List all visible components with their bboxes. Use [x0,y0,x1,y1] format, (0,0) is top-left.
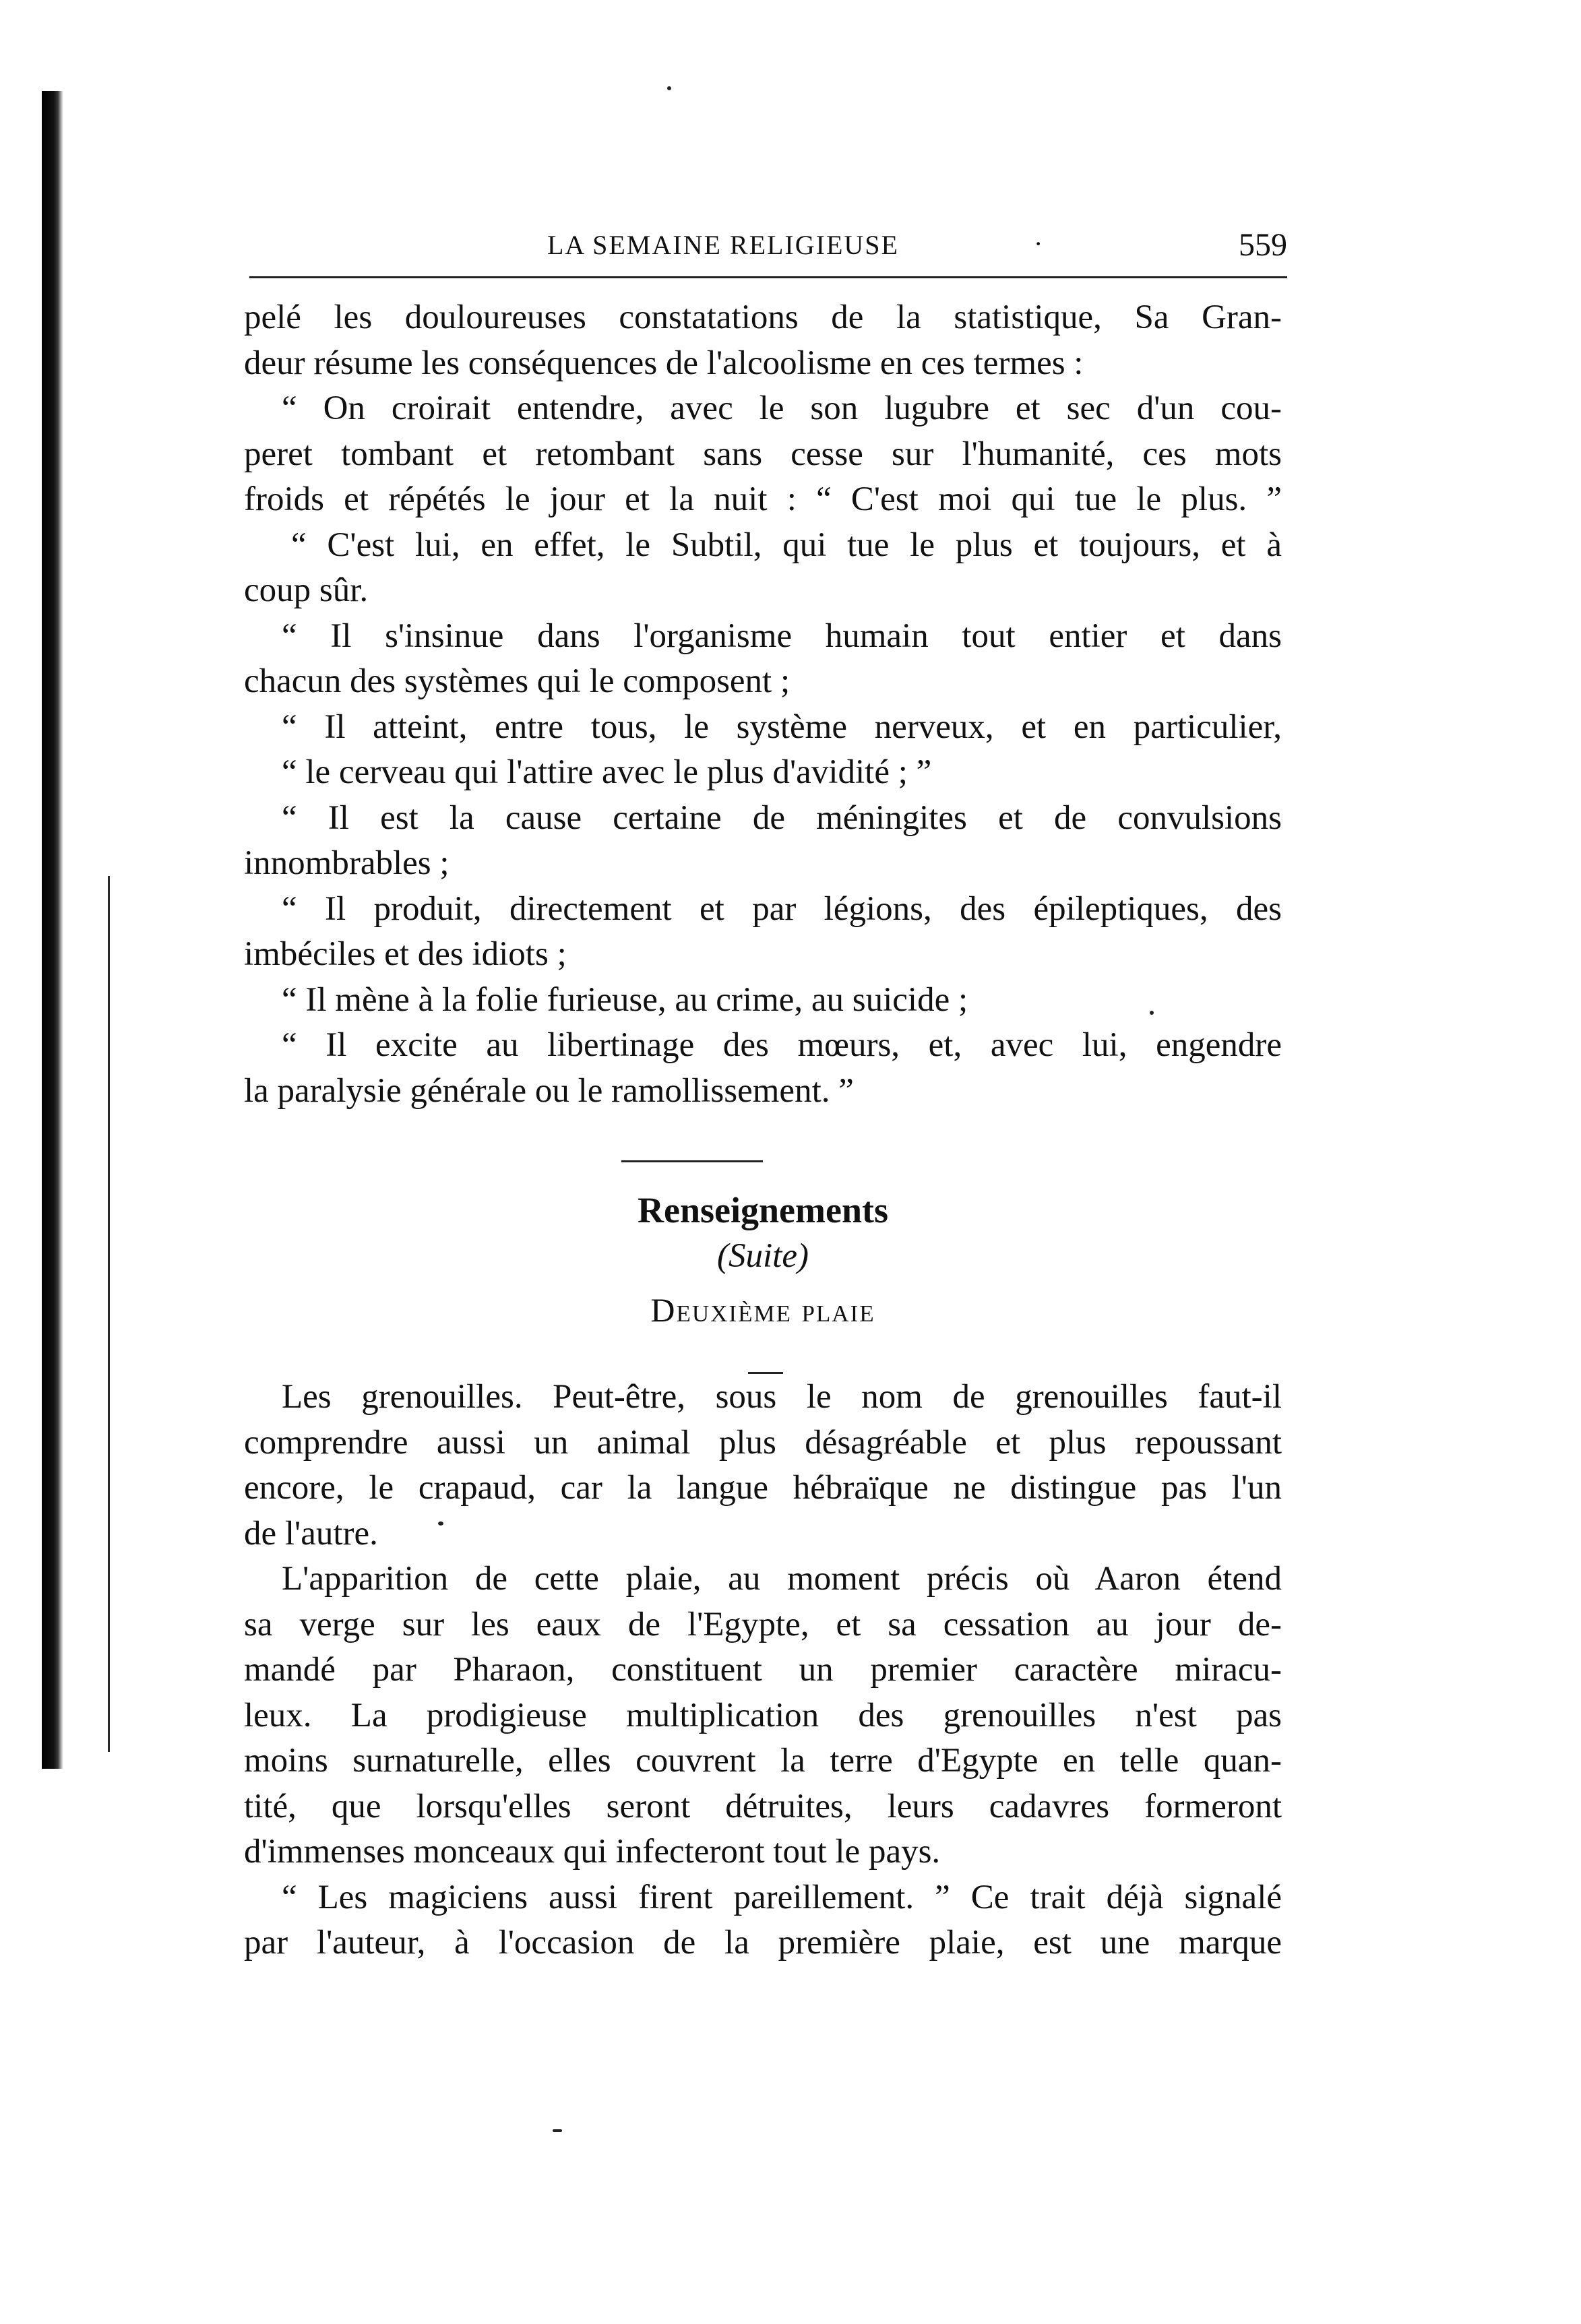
text-line: “ C'est lui, en effet, le Subtil, qui tue le plus et toujours, et à [291,526,1282,564]
scan-speck [553,2129,562,2132]
section-part-heading: Deuxième plaie [650,1291,875,1329]
text-line: innombrables ; [244,844,450,882]
header-dot: · [1034,228,1043,259]
page-binding-shadow [42,91,63,1769]
commentary-block [244,1375,1282,1966]
text-line: deur résume les conséquences de l'alcoolisme en ces termes : [244,344,1084,382]
text-line: leux. La prodigieuse multiplication des grenouilles n'est pas [244,1696,1282,1734]
text-line: mandé par Pharaon, constituent un premier caractère miracu- [244,1651,1282,1689]
text-line: coup sûr. [244,571,369,609]
text-line: pelé les douloureuses constatations de la statistique, Sa Gran- [244,299,1282,336]
quotation-block [244,295,1282,1114]
text-line: de l'autre. [244,1514,378,1552]
text-line: “ Il mène à la folie furieuse, au crime, au suicide ; [282,980,968,1019]
text-line: d'immenses monceaux qui infecteront tout le pays. [244,1833,941,1871]
text-line: L'apparition de cette plaie, au moment précis où Aaron étend [282,1560,1282,1598]
section-title: Renseignements [638,1190,888,1230]
text-line: “ On croirait entendre, avec le son lugubre et sec d'un cou- [282,389,1282,427]
section-subtitle: (Suite) [717,1237,809,1275]
text-line: “ Il est la cause certaine de méningites et de convulsions [282,798,1282,837]
running-header [249,222,1287,270]
text-line: tité, que lorsqu'elles seront détruites, leurs cadavres formeront [244,1787,1282,1825]
text-line: comprendre aussi un animal plus désagréable et plus repoussant [244,1423,1282,1462]
text-line: Les grenouilles. Peut-être, sous le nom de grenouilles faut-il [282,1378,1282,1416]
text-line: par l'auteur, à l'occasion de la première plaie, est une marque [244,1924,1282,1961]
header-rule [249,276,1287,278]
text-line: “ le cerveau qui l'attire avec le plus d'avidité ; ” [282,753,932,791]
text-line: sa verge sur les eaux de l'Egypte, et sa cessation au jour de- [244,1605,1282,1643]
text-line: “ Il excite au libertinage des mœurs, et, avec lui, engendre [282,1026,1282,1064]
page-edge-line [108,876,110,1752]
scan-speck [667,86,671,90]
text-line: chacun des systèmes qui le composent ; [244,662,790,700]
text-line: “ Il atteint, entre tous, le système nerveux, et en particulier, [282,708,1282,746]
text-line: “ Les magiciens aussi firent pareillement. ” Ce trait déjà signalé [282,1878,1282,1916]
text-line: la paralysie générale ou le ramollissement. ” [244,1071,854,1110]
running-title: LA SEMAINE RELIGIEUSE [547,230,899,260]
text-line: “ Il produit, directement et par légions, des épileptiques, des [282,889,1282,928]
text-line: “ Il s'insinue dans l'organisme humain tout entier et dans [282,617,1282,655]
text-line: encore, le crapaud, car la langue hébraïque ne distingue pas l'un [244,1469,1282,1507]
text-line: moins surnaturelle, elles couvrent la terre d'Egypte en telle quan- [244,1742,1282,1780]
text-line: peret tombant et retombant sans cesse sur l'humanité, ces mots [244,435,1282,473]
text-line: froids et répétés le jour et la nuit : “ C'est moi qui tue le plus. ” [244,480,1282,518]
section-divider [621,1160,763,1162]
text-line: imbéciles et des idiots ; [244,935,567,973]
section-dash [748,1372,783,1374]
page-number: 559 [1239,227,1287,263]
